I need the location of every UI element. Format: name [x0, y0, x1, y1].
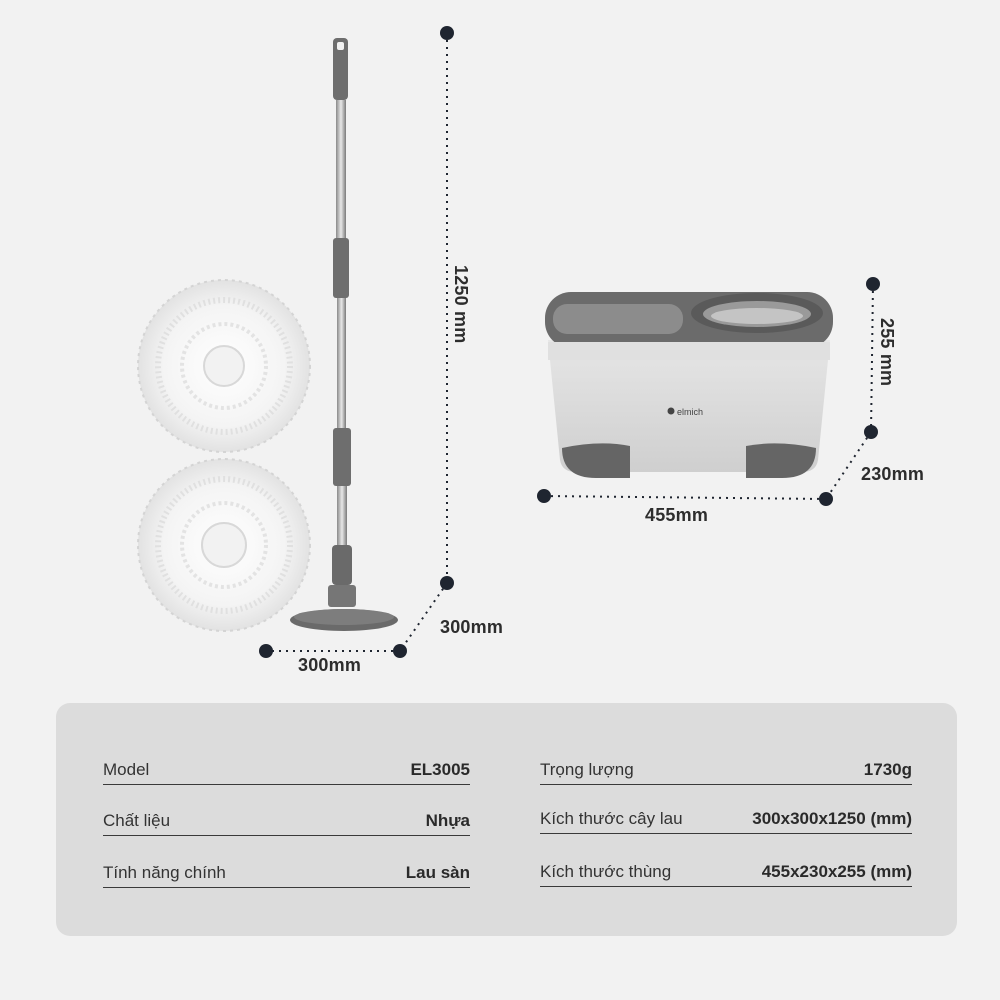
bucket-height-label: 255 mm: [877, 318, 897, 387]
dim-dot: [537, 489, 551, 503]
spec-row-mop-size: [540, 804, 912, 834]
spec-label: Chất liệu: [103, 811, 171, 830]
bucket-depth-label: 230mm: [861, 464, 925, 484]
spec-row-bucket-size: [540, 857, 912, 887]
mop-depth-label: 300mm: [440, 617, 504, 637]
dim-dot: [440, 26, 454, 40]
spin-bucket: [545, 292, 833, 478]
dim-dot: [440, 576, 454, 590]
spec-label: Model: [103, 760, 150, 779]
spec-row-material: [103, 806, 470, 836]
spec-value: EL3005: [410, 760, 470, 779]
brand-logo: elmich: [677, 407, 704, 417]
spec-value: Lau sàn: [405, 863, 470, 882]
mop-pad-top: [138, 280, 310, 452]
spec-label: Trọng lượng: [540, 760, 634, 779]
mop-width-label: 300mm: [298, 655, 362, 675]
mop-height-label: 1250 mm: [451, 265, 471, 344]
dim-dot: [259, 644, 273, 658]
mop-pad-bottom: [138, 459, 310, 631]
spec-value: 1730g: [863, 760, 912, 779]
spec-row-model: [103, 755, 470, 785]
dim-dot: [864, 425, 878, 439]
spec-value: Nhựa: [425, 811, 470, 830]
spec-row-feature: [103, 858, 470, 888]
spec-label: Tính năng chính: [103, 863, 226, 882]
spec-label: Kích thước thùng: [540, 862, 672, 881]
bucket-width-label: 455mm: [645, 505, 709, 525]
spec-value: 300x300x1250 (mm): [752, 809, 912, 828]
spec-label: Kích thước cây lau: [540, 809, 683, 828]
dim-dot: [393, 644, 407, 658]
dim-dot: [819, 492, 833, 506]
dim-dot: [866, 277, 880, 291]
spec-panel: [56, 703, 957, 936]
spec-value: 455x230x255 (mm): [761, 862, 912, 881]
spec-row-weight: [540, 755, 912, 785]
